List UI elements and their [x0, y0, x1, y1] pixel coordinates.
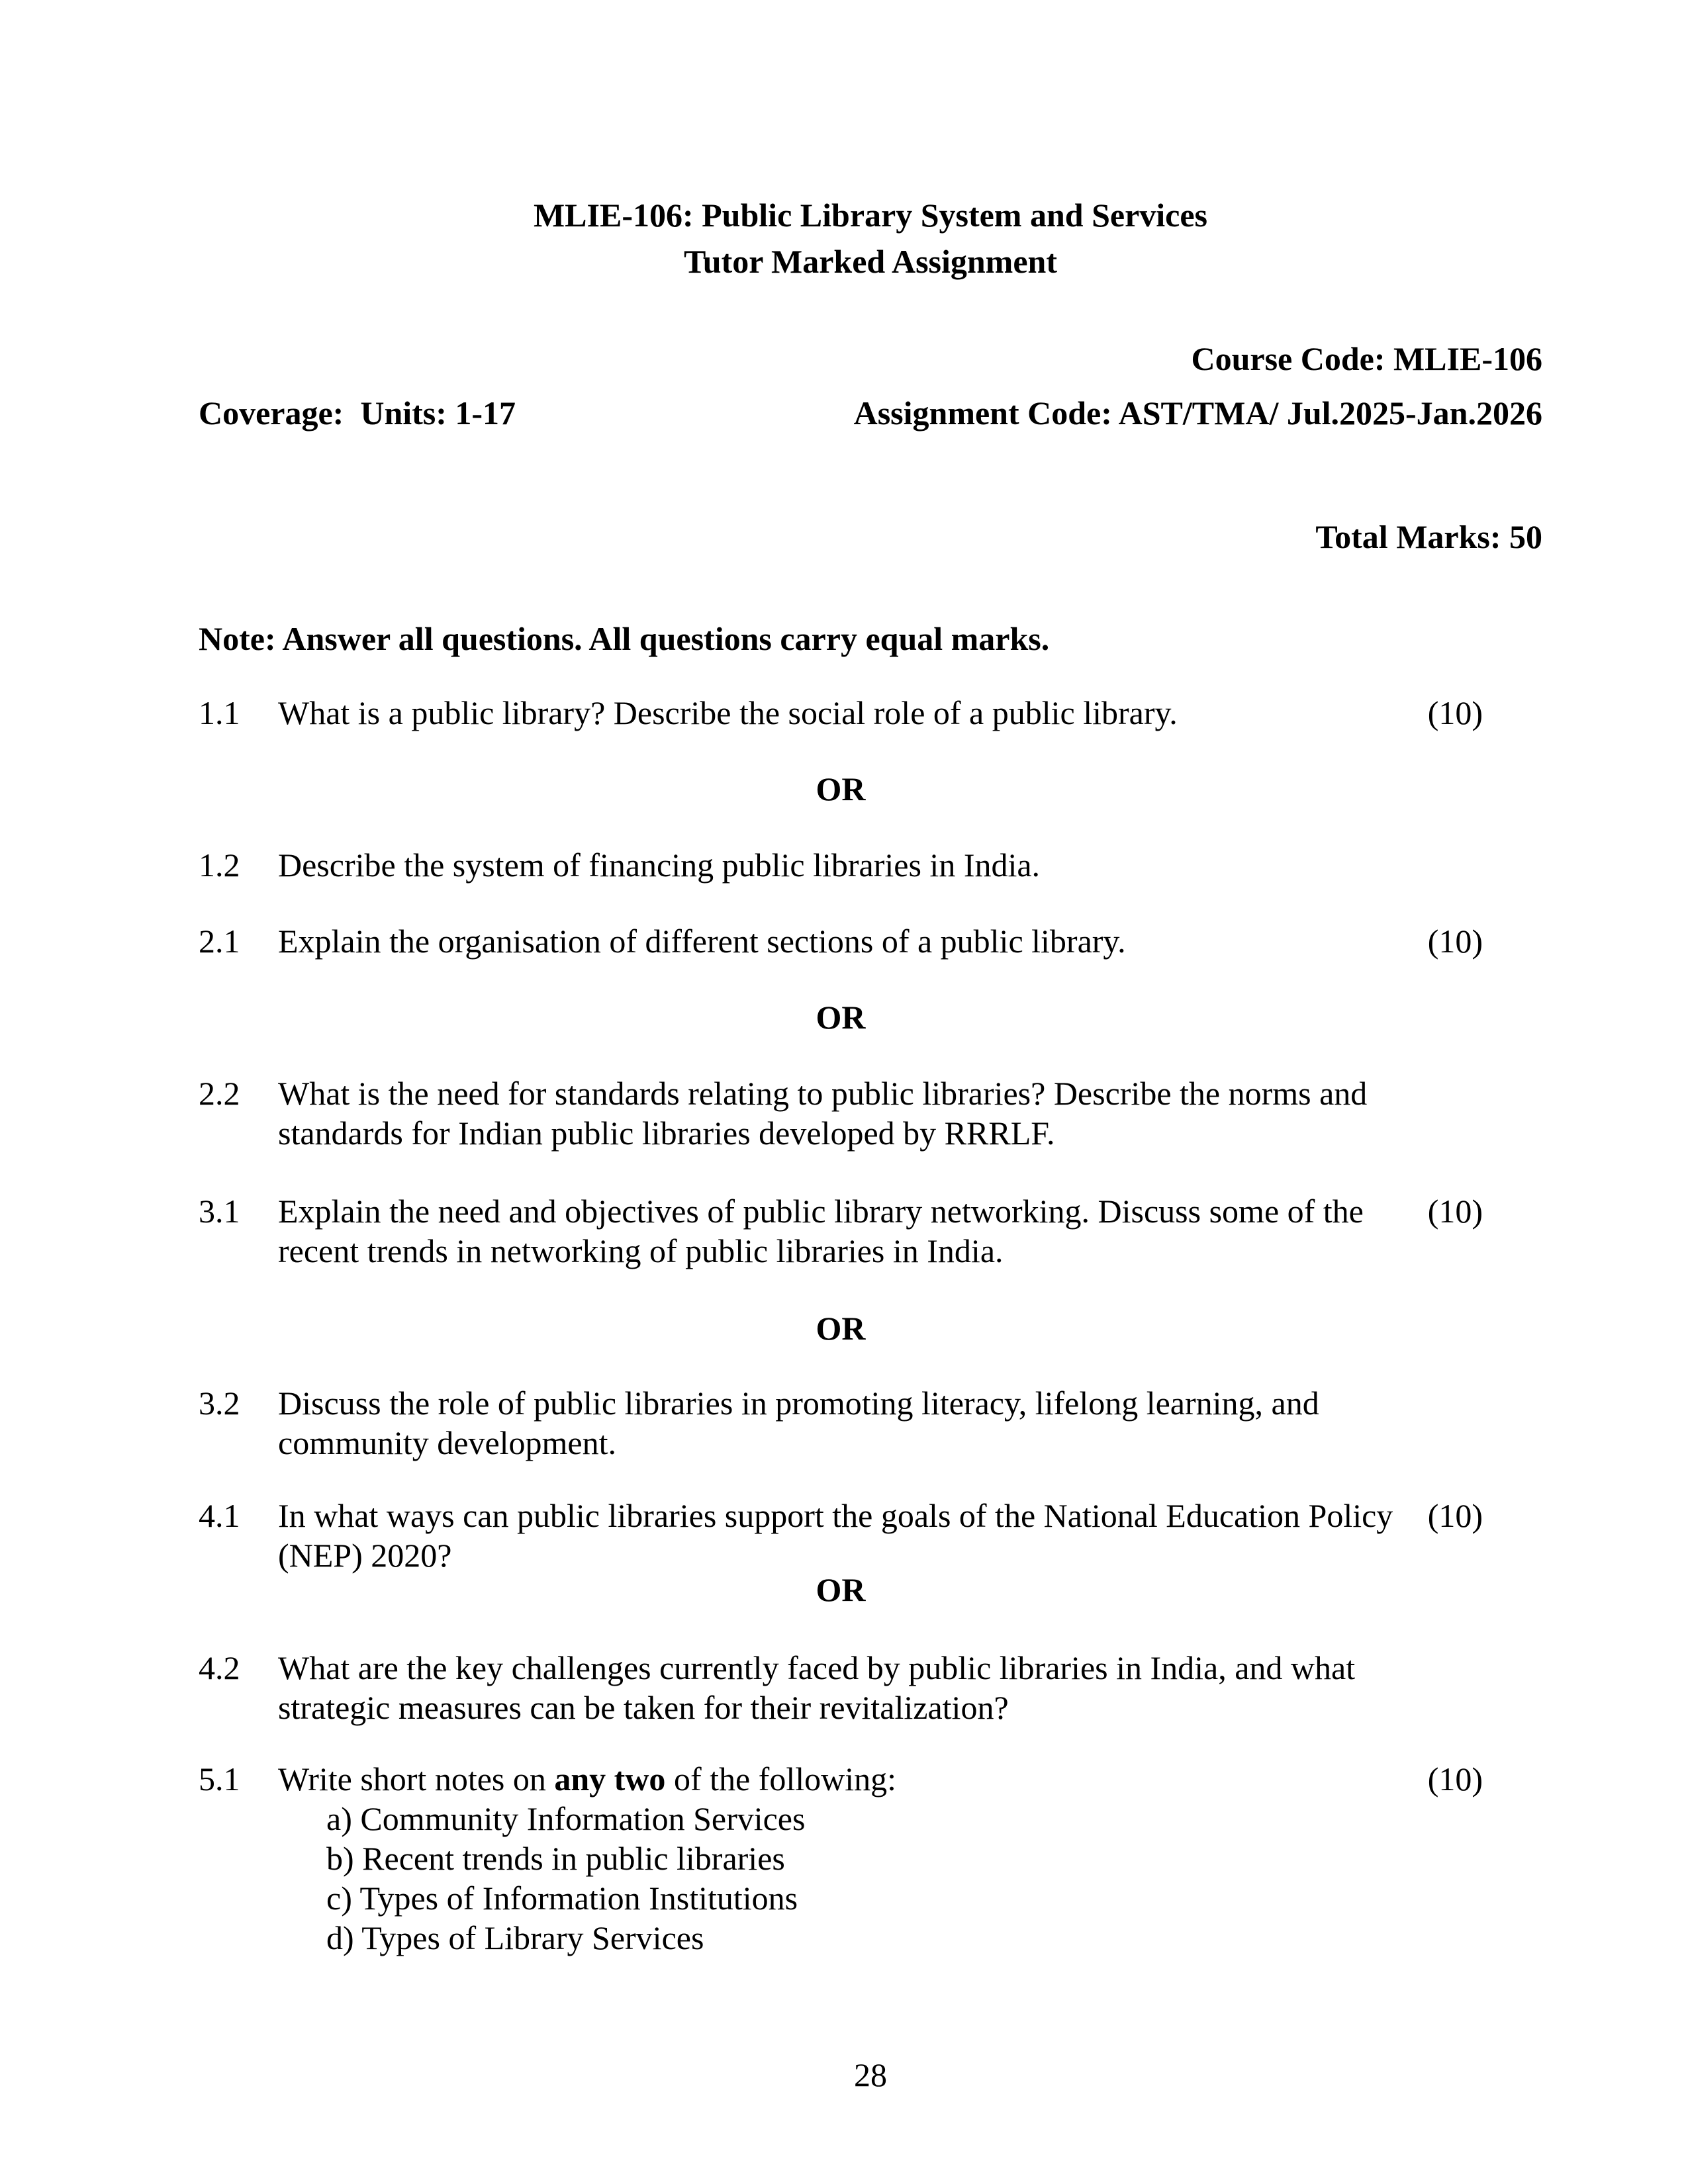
question-text — [278, 693, 1410, 733]
subitem-a: a) Community Information Services — [326, 1800, 806, 1837]
question-text-line: Explain the organisation of different sections of a public library. — [278, 923, 1126, 960]
question-text-line: (NEP) 2020? — [278, 1537, 452, 1574]
or-separator: OR — [816, 1571, 866, 1608]
document-subtitle: Tutor Marked Assignment — [684, 243, 1057, 280]
course-code: Course Code: MLIE-106 — [1191, 340, 1542, 377]
question-row-3-1 — [199, 1191, 1483, 1271]
question-text-line: community development. — [278, 1424, 617, 1461]
coverage: Coverage: Units: 1-17 — [199, 394, 516, 432]
page-content — [0, 195, 1688, 2095]
question-text — [278, 1648, 1410, 1727]
question-text-line: What is the need for standards relating to public libraries? Describe the norms and — [278, 1075, 1368, 1112]
total-marks: Total Marks: 50 — [1315, 518, 1542, 555]
question-row-3-2 — [199, 1383, 1483, 1463]
or-separator: OR — [816, 999, 866, 1036]
question-number: 3.2 — [199, 1385, 240, 1422]
question-row-2-1 — [199, 921, 1483, 961]
question-row-5-1 — [199, 1759, 1483, 1958]
question-text-line: Describe the system of financing public libraries in India. — [278, 846, 1041, 884]
question-row-2-2 — [199, 1073, 1483, 1153]
subitem-b: b) Recent trends in public libraries — [326, 1840, 785, 1877]
question-marks: (10) — [1427, 1497, 1483, 1534]
question-marks: (10) — [1427, 1193, 1483, 1230]
note-line: Note: Answer all questions. All questions carry equal marks. — [199, 620, 1050, 657]
question-text — [278, 1383, 1410, 1463]
question-row-1-2 — [199, 845, 1483, 885]
or-separator: OR — [816, 1310, 866, 1347]
document-title: MLIE-106: Public Library System and Services — [533, 197, 1208, 234]
question-text-line: What are the key challenges currently faced by public libraries in India, and what — [278, 1649, 1356, 1686]
question-text-line: strategic measures can be taken for their revitalization? — [278, 1689, 1009, 1726]
question-text — [278, 1759, 1410, 1958]
question-text — [278, 1191, 1410, 1271]
question-text-line: recent trends in networking of public libraries in India. — [278, 1232, 1004, 1269]
question-marks: (10) — [1427, 1760, 1483, 1797]
question-row-4-1 — [199, 1496, 1483, 1575]
question-marks: (10) — [1427, 694, 1483, 731]
question-row-1-1 — [199, 693, 1483, 733]
subitem-c: c) Types of Information Institutions — [326, 1880, 798, 1917]
question-text — [278, 1073, 1410, 1153]
question-text-line: standards for Indian public libraries developed by RRRLF. — [278, 1115, 1055, 1152]
question-text-line: What is a public library? Describe the social role of a public library. — [278, 694, 1178, 731]
subitem-d: d) Types of Library Services — [326, 1919, 704, 1956]
coverage-row — [199, 393, 1542, 433]
question-row-4-2 — [199, 1648, 1483, 1727]
question-text — [278, 1496, 1410, 1575]
question-text-emphasis: any two — [554, 1760, 666, 1797]
question-subitems — [326, 1799, 1410, 1958]
question-number: 1.2 — [199, 846, 240, 884]
question-number: 5.1 — [199, 1760, 240, 1797]
question-text-line — [278, 1759, 1410, 1799]
question-text-line: Explain the need and objectives of public library networking. Discuss some of the — [278, 1193, 1364, 1230]
question-number: 2.2 — [199, 1075, 240, 1112]
question-number: 1.1 — [199, 694, 240, 731]
question-text — [278, 845, 1410, 885]
question-text-prefix: Write short notes on — [278, 1760, 555, 1797]
question-number: 3.1 — [199, 1193, 240, 1230]
question-text-line: Discuss the role of public libraries in promoting literacy, lifelong learning, and — [278, 1385, 1319, 1422]
question-text-suffix: of the following: — [665, 1760, 896, 1797]
question-marks: (10) — [1427, 923, 1483, 960]
question-text — [278, 921, 1410, 961]
question-text-line: In what ways can public libraries support the goals of the National Education Policy — [278, 1497, 1393, 1534]
question-number: 4.2 — [199, 1649, 240, 1686]
page-number: 28 — [854, 2056, 887, 2093]
assignment-code: Assignment Code: AST/TMA/ Jul.2025-Jan.2026 — [853, 394, 1542, 432]
or-separator: OR — [816, 770, 866, 807]
question-number: 4.1 — [199, 1497, 240, 1534]
question-number: 2.1 — [199, 923, 240, 960]
